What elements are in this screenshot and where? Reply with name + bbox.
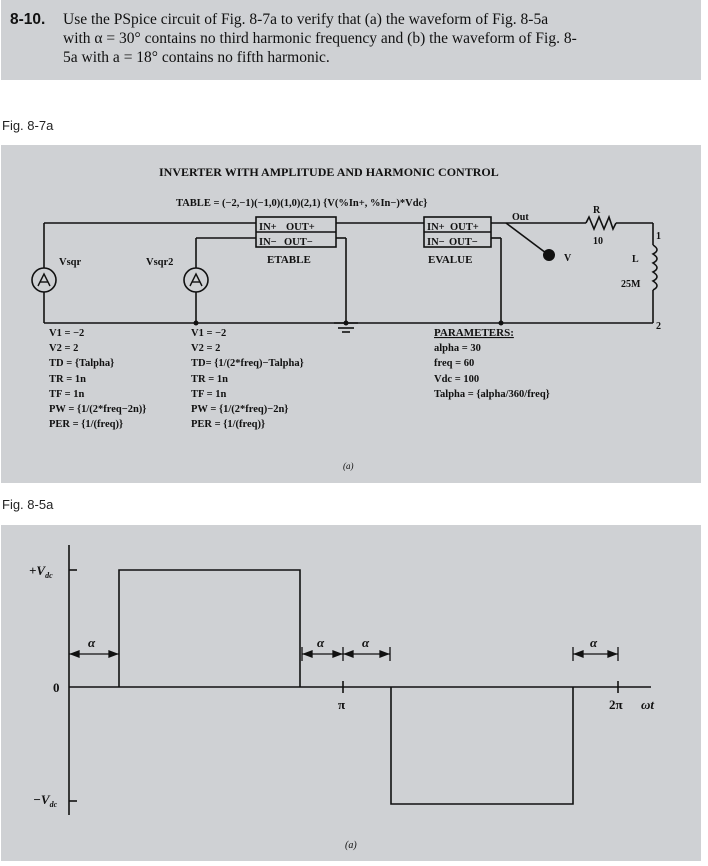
waveform-diagram [1, 525, 701, 861]
table-expression: TABLE = (−2,−1)(−1,0)(1,0)(2,1) {V(%In+, %In−)*Vdc} [176, 198, 428, 209]
vsqr2-param: V1 = −2 [191, 328, 227, 339]
etable-out-minus: OUT− [284, 237, 313, 248]
vsqr-label: Vsqr [59, 257, 82, 268]
evalue-in-minus: IN− [427, 237, 445, 248]
vsqr-param: TF = 1n [49, 389, 85, 400]
evalue-out-minus: OUT− [449, 237, 478, 248]
parameters-list [434, 343, 550, 400]
vsqr2-param: PW = {1/(2*freq)−2n} [191, 404, 289, 415]
waveform-figure [1, 525, 701, 861]
omega-t-label: ωt [641, 697, 655, 712]
etable-out-plus: OUT+ [286, 222, 315, 233]
vsqr-param: PW = {1/(2*freq−2n)} [49, 404, 147, 415]
etable-in-plus: IN+ [259, 222, 277, 233]
problem-line-2: with α = 30° contains no third harmonic frequency and (b) the waveform of Fig. 8- [63, 30, 577, 47]
vsqr2-param: V2 = 2 [191, 343, 221, 354]
zero-label: 0 [53, 680, 60, 695]
circuit-title: INVERTER WITH AMPLITUDE AND HARMONIC CONTROL [159, 165, 499, 179]
vsqr-param: V2 = 2 [49, 343, 79, 354]
evalue-in-plus: IN+ [427, 222, 445, 233]
vsqr2-param: TR = 1n [191, 374, 228, 385]
voltmeter-probe [543, 249, 555, 261]
vsqr2-param: TF = 1n [191, 389, 227, 400]
plus-vdc-subscript: dc [45, 571, 53, 580]
minus-vdc-label [33, 792, 58, 809]
inductor-label: L [632, 254, 639, 265]
vsqr-parameters [49, 328, 146, 430]
problem-text [63, 10, 691, 67]
positive-pulse [119, 570, 300, 687]
parameters-title: PARAMETERS: [434, 327, 514, 339]
alpha-label: α [317, 635, 325, 650]
vsqr2-param: TD= {1/(2*freq)−Talpha} [191, 358, 304, 369]
problem-statement [1, 0, 701, 80]
vsqr-param: TD = {Talpha} [49, 358, 115, 369]
resistor-label: R [593, 205, 601, 216]
parameter: Talpha = {alpha/360/freq} [434, 389, 550, 400]
evalue-out-plus: OUT+ [450, 222, 479, 233]
plus-vdc-text: +V [29, 563, 46, 578]
alpha-label: α [88, 635, 96, 650]
problem-line-1: Use the PSpice circuit of Fig. 8-7a to verify that (a) the waveform of Fig. 8-5a [63, 11, 549, 28]
parameter: alpha = 30 [434, 343, 481, 354]
problem-line-3: 5a with a = 18° contains no fifth harmonic. [63, 49, 330, 66]
out-label: Out [512, 212, 529, 223]
waveform-sub-label: (a) [345, 840, 357, 851]
node-2-label: 2 [656, 321, 661, 332]
evalue-label: EVALUE [428, 254, 473, 266]
problem-number: 8-10. [10, 11, 46, 28]
resistor-symbol [586, 217, 616, 229]
two-pi-label: 2π [609, 697, 623, 712]
etable-in-minus: IN− [259, 237, 277, 248]
plus-vdc-label [29, 563, 53, 580]
fig-8-7a-caption: Fig. 8-7a [2, 118, 54, 133]
alpha-label: α [362, 635, 370, 650]
vsqr2-label: Vsqr2 [146, 257, 174, 268]
inductor-value: 25M [621, 279, 641, 290]
vsqr-param: V1 = −2 [49, 328, 85, 339]
vsqr2-parameters [191, 328, 304, 430]
circuit-figure [1, 145, 701, 483]
parameter: freq = 60 [434, 358, 475, 369]
etable-label: ETABLE [267, 254, 311, 266]
parameter: Vdc = 100 [434, 374, 480, 385]
resistor-value: 10 [593, 236, 603, 247]
pi-label: π [338, 697, 346, 712]
minus-vdc-text: −V [33, 792, 50, 807]
vsqr-param: PER = {1/(freq)} [49, 419, 124, 430]
node-1-label: 1 [656, 231, 661, 242]
alpha-label: α [590, 635, 598, 650]
voltmeter-label: V [564, 253, 572, 264]
vsqr2-param: PER = {1/(freq)} [191, 419, 266, 430]
fig-8-5a-caption: Fig. 8-5a [2, 497, 54, 512]
vsqr-param: TR = 1n [49, 374, 86, 385]
minus-vdc-subscript: dc [49, 800, 58, 809]
circuit-diagram [1, 145, 701, 483]
circuit-sub-label: (a) [343, 461, 354, 471]
negative-pulse [391, 687, 573, 804]
